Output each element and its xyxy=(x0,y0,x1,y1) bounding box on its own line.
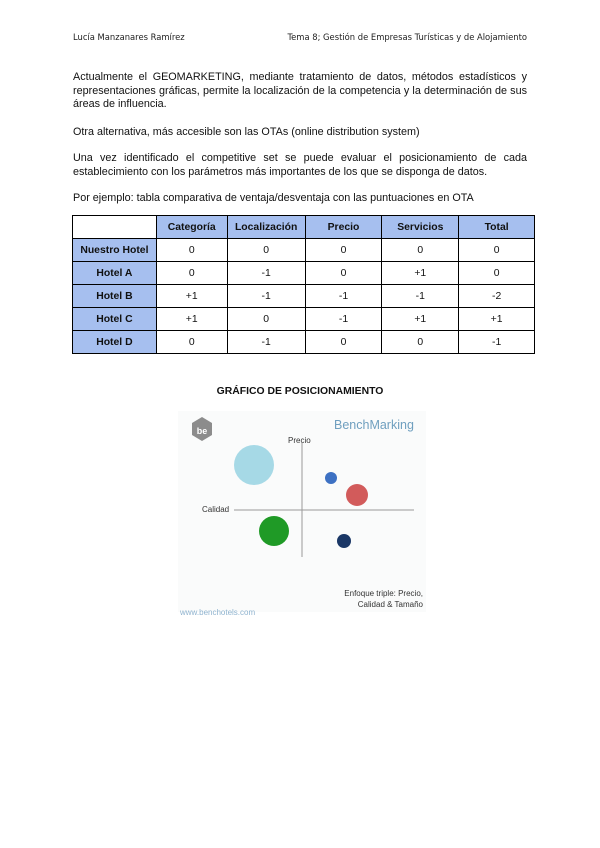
table-row xyxy=(73,285,535,308)
page-header xyxy=(73,32,527,42)
table-cell: 0 xyxy=(227,308,305,331)
table-cell: 0 xyxy=(382,239,459,262)
table-cell: +1 xyxy=(459,308,535,331)
table-row xyxy=(73,239,535,262)
chart-note-line2: Calidad & Tamaño xyxy=(357,600,423,609)
table-cell: 0 xyxy=(305,262,382,285)
table-cell: -1 xyxy=(227,262,305,285)
table-cell: 0 xyxy=(227,239,305,262)
paragraph-otas: Otra alternativa, más accesible son las OTAs (online distribution system) xyxy=(73,126,420,138)
bubble-navy xyxy=(337,534,351,548)
table-cell: 0 xyxy=(305,331,382,354)
positioning-chart xyxy=(178,411,426,617)
column-header: Precio xyxy=(305,216,382,239)
table-row xyxy=(73,331,535,354)
header-topic: Tema 8; Gestión de Empresas Turísticas y de Alojamiento xyxy=(287,32,527,42)
logo-text: be xyxy=(196,426,208,436)
positioning-chart-svg xyxy=(178,411,426,617)
table-cell: +1 xyxy=(382,262,459,285)
table-cell: -1 xyxy=(459,331,535,354)
row-header: Hotel A xyxy=(73,262,157,285)
table-cell: -2 xyxy=(459,285,535,308)
row-header: Hotel B xyxy=(73,285,157,308)
column-header: Servicios xyxy=(382,216,459,239)
table-row xyxy=(73,308,535,331)
table-cell: 0 xyxy=(305,239,382,262)
paragraph-geomarketing: Actualmente el GEOMARKETING, mediante tratamiento de datos, métodos estadísticos y representaciones gráficas, permite la localización de la competencia y la determinación de sus áreas de influencia. xyxy=(73,71,527,111)
table-cell: +1 xyxy=(156,308,227,331)
table-cell: -1 xyxy=(305,308,382,331)
paragraph-example: Por ejemplo: tabla comparativa de ventaja/desventaja con las puntuaciones en OTA xyxy=(73,192,474,204)
bubble-red xyxy=(346,484,368,506)
table-cell: 0 xyxy=(156,239,227,262)
row-header: Hotel D xyxy=(73,331,157,354)
table-cell: 0 xyxy=(459,262,535,285)
table-cell: 0 xyxy=(382,331,459,354)
bubble-green xyxy=(259,516,289,546)
bubble-light-blue xyxy=(234,445,274,485)
table-cell: 0 xyxy=(459,239,535,262)
y-axis-label: Precio xyxy=(288,436,311,445)
comparison-table xyxy=(72,215,535,354)
table-cell: 0 xyxy=(156,331,227,354)
paragraph-competitive-set: Una vez identificado el competitive set se puede evaluar el posicionamiento de cada establecimiento con los parámetros más importantes de los que se disponga de datos. xyxy=(73,152,527,178)
table-row xyxy=(73,262,535,285)
table-cell: -1 xyxy=(305,285,382,308)
column-header: Total xyxy=(459,216,535,239)
column-header: Localización xyxy=(227,216,305,239)
row-header: Nuestro Hotel xyxy=(73,239,157,262)
row-header: Hotel C xyxy=(73,308,157,331)
table-cell: -1 xyxy=(382,285,459,308)
table-cell: -1 xyxy=(227,285,305,308)
column-header: Categoría xyxy=(156,216,227,239)
header-author: Lucía Manzanares Ramírez xyxy=(73,32,185,42)
bubble-blue xyxy=(325,472,337,484)
table-corner-cell xyxy=(73,216,157,239)
table-cell: +1 xyxy=(382,308,459,331)
table-cell: 0 xyxy=(156,262,227,285)
chart-brand: BenchMarking xyxy=(334,418,414,432)
chart-footer-url: www.benchotels.com xyxy=(180,608,256,617)
chart-section-title: GRÁFICO DE POSICIONAMIENTO xyxy=(216,386,384,397)
table-cell: +1 xyxy=(156,285,227,308)
table-header-row xyxy=(73,216,535,239)
x-axis-label: Calidad xyxy=(202,505,230,514)
table-cell: -1 xyxy=(227,331,305,354)
chart-note-line1: Enfoque triple: Precio, xyxy=(344,589,423,598)
